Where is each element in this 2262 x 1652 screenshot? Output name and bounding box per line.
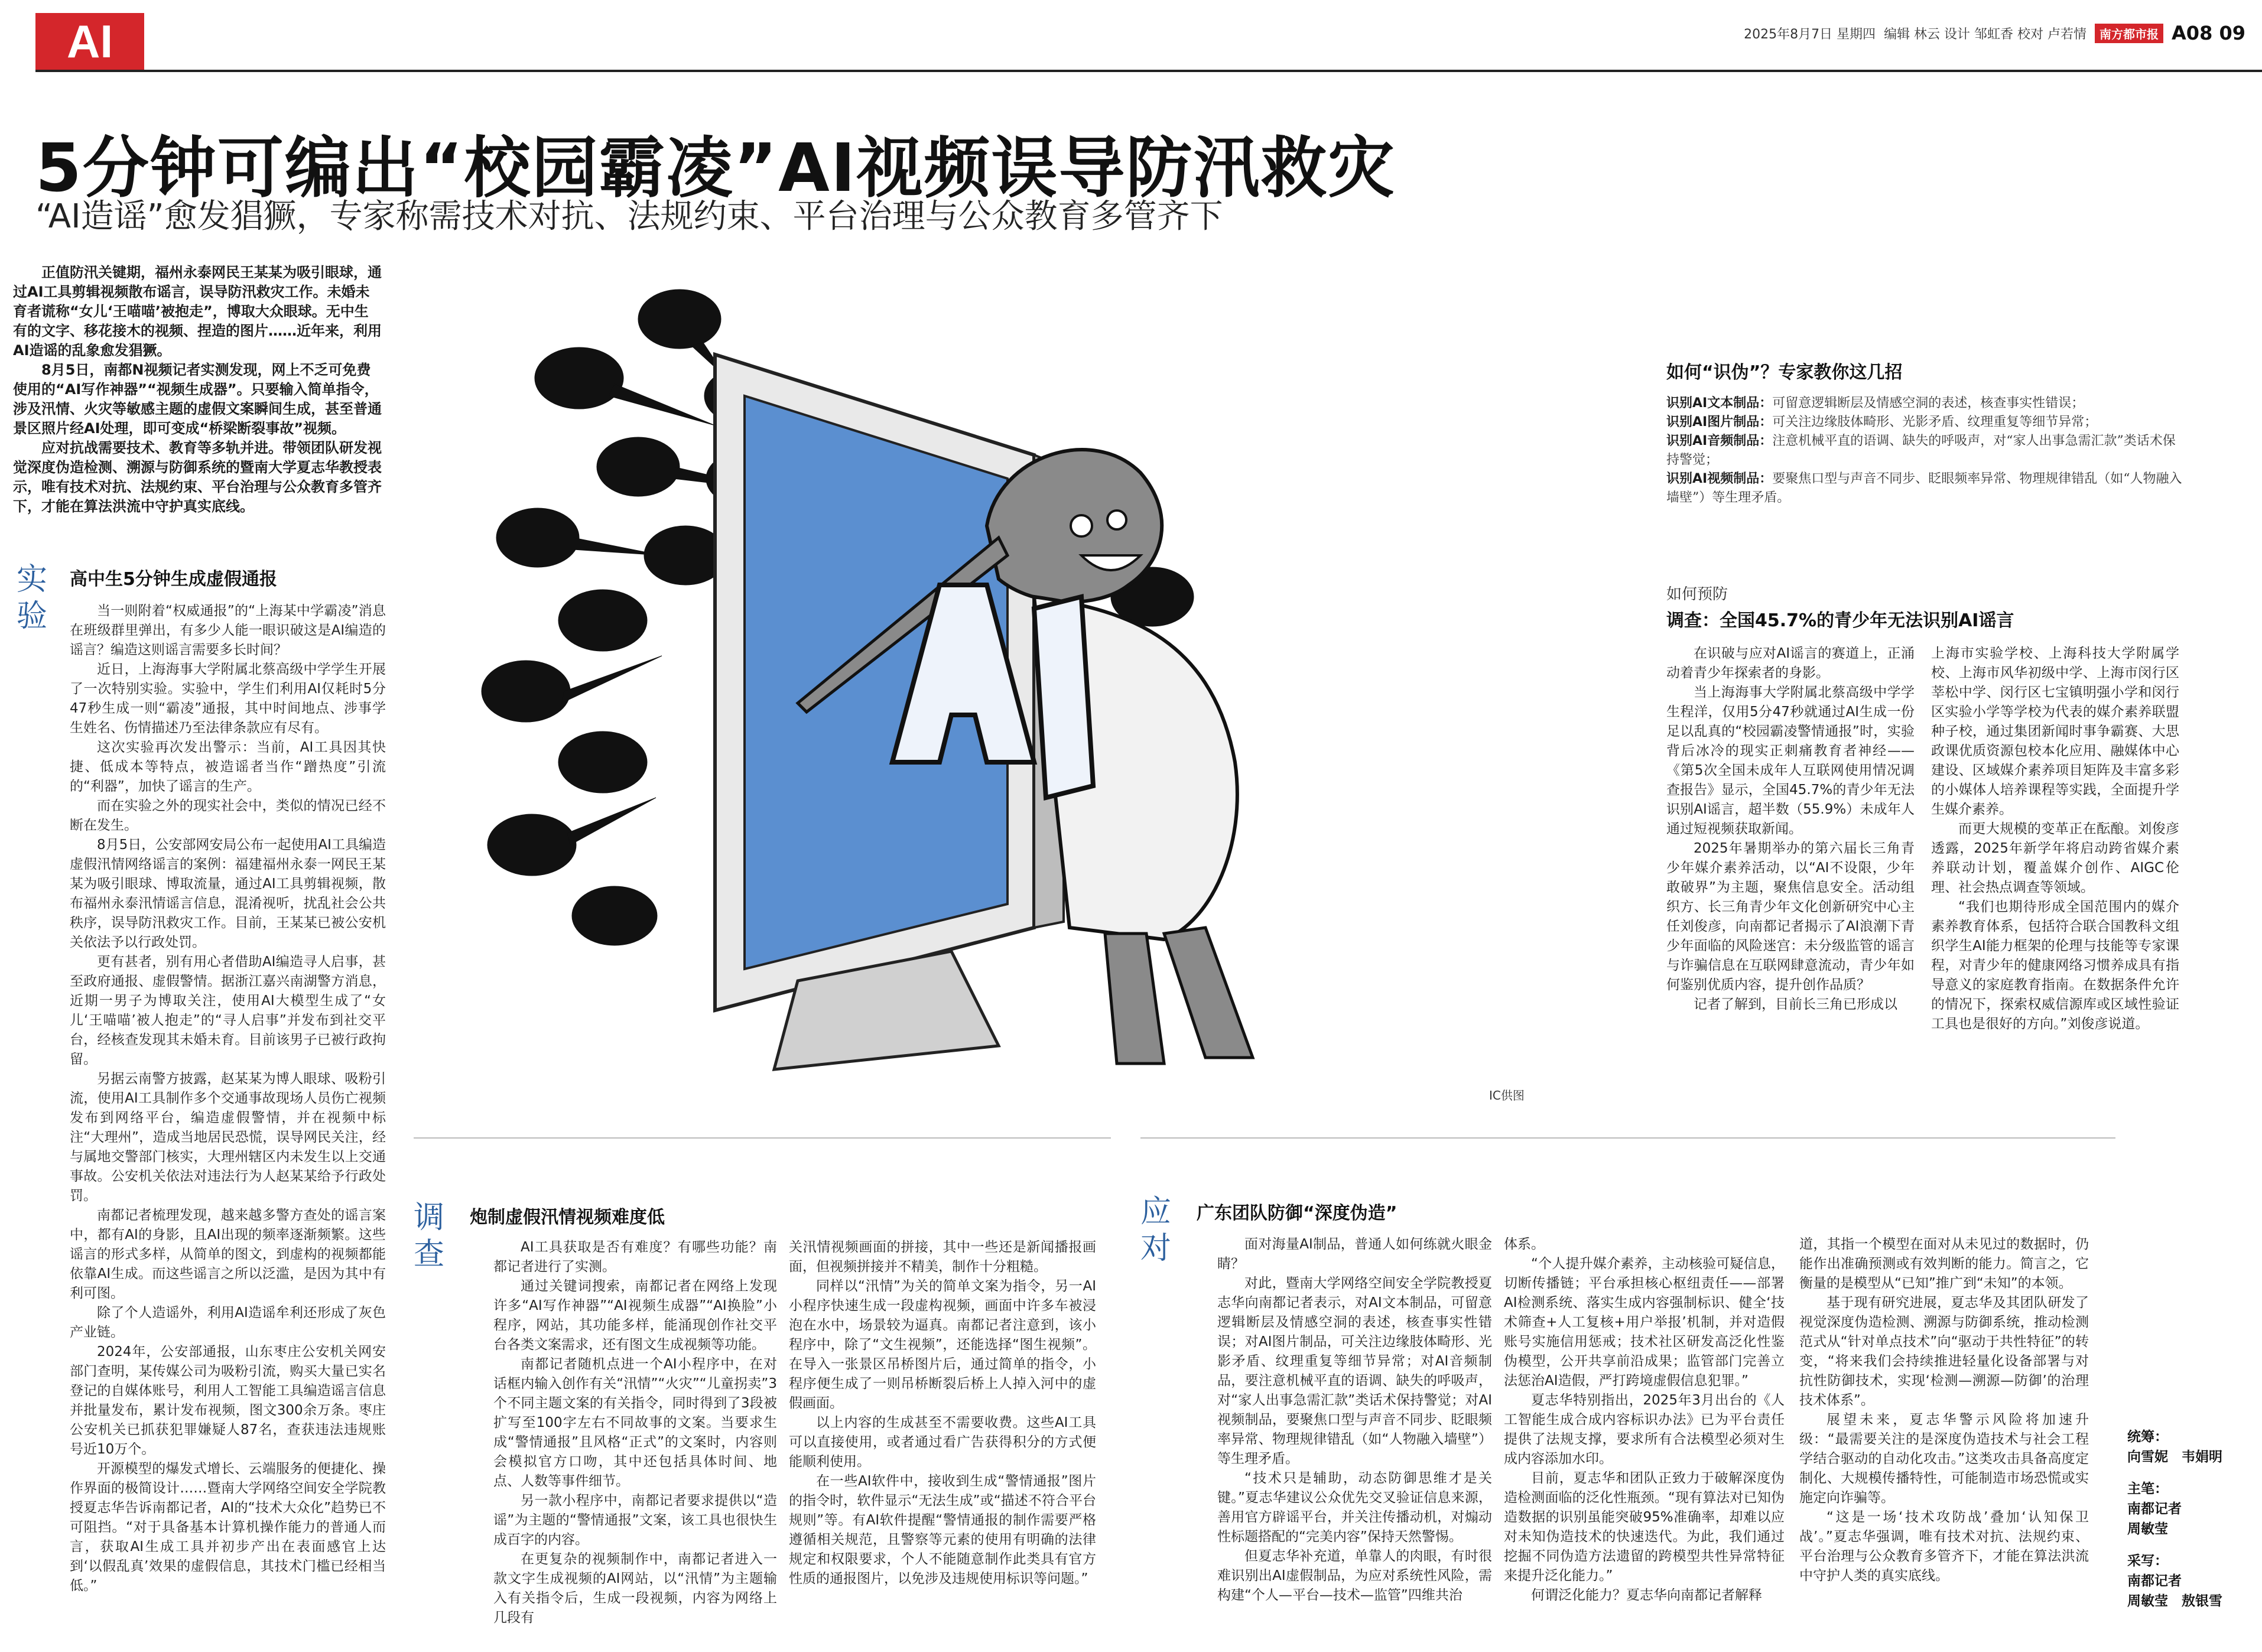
- section-title-investigate: 炮制虚假汛情视频难度低: [470, 1207, 665, 1228]
- investigate-col-2: [789, 1238, 1096, 1646]
- date-line: 2025年8月7日 星期四: [1744, 27, 1876, 42]
- paragraph: “个人提升媒介素养，主动核验可疑信息，切断传播链；平台承担核心枢纽责任——部署AI检测系统、落实生成内容强制标识、健全‘技术筛查+人工复核+用户举报’机制，并对造假账号实施信用惩戒；技术社区研发高泛化性鉴伪模型，公开共享前沿成果；监管部门完善立法惩治AI造假，严打跨境虚假信息犯罪。”: [1504, 1256, 1785, 1388]
- paragraph: 当一则附着“权威通报”的“上海某中学霸凌”消息在班级群里弹出，有多少人能一眼识破这是AI编造的谣言？编造这则谣言需要多长时间？: [70, 603, 386, 658]
- paragraph: 而更大规模的变革正在酝酿。刘俊彦透露，2025年新学年将启动跨省媒介素养联动计划，覆盖媒介创作、AIGC伦理、社会热点调查等领域。: [1931, 821, 2179, 895]
- illustration-svg: [467, 278, 1601, 1105]
- header-rule: [35, 70, 2262, 72]
- paragraph: 对此，暨南大学网络空间安全学院教授夏志华向南都记者表示，对AI文本制品，可留意逻辑断层及情感空洞的表述，核查事实性错误；对AI图片制品，可关注边缘肢体畸形、光影矛盾、纹理重复等细节异常；对AI音频制品，要注意机械平直的语调、缺失的呼吸声，对“家人出事急需汇款”类话术保持警觉；对AI视频制品，要聚焦口型与声音不同步、眨眼频率异常、物理规律错乱（如“人物融入墙壁”）等生理矛盾。: [1217, 1276, 1492, 1466]
- paragraph: 何谓泛化能力？夏志华向南都记者解释: [1531, 1588, 1762, 1603]
- section-mark-experiment: 实验: [17, 562, 48, 634]
- masthead-info: [1744, 15, 2245, 51]
- paragraph: 在更复杂的视频制作中，南都记者进入一款文字生成视频的AI网站，以“汛情”为主题输入有关指令后，生成一段视频，内容为网络上几段有: [493, 1552, 777, 1625]
- speech-bubble: [482, 656, 662, 722]
- lead-paragraph: 8月5日，南都N视频记者实测发现，网上不乏可免费使用的“AI写作神器”“视频生成器”。只要输入简单指令，涉及汛情、火灾等敏感主题的虚假文案瞬间生成，甚至普通景区照片经AI处理，即可变成“桥梁断裂事故”视频。: [13, 362, 382, 437]
- paragraph: 这次实验再次发出警示：当前，AI工具因其快捷、低成本等特点，被造谣者当作“蹭热度”引流的“利器”，加快了谣言的生产。: [70, 740, 386, 794]
- paragraph: AI工具获取是否有难度？有哪些功能？南都记者进行了实测。: [493, 1240, 777, 1274]
- paragraph: 目前，夏志华和团队正致力于破解深度伪造检测面临的泛化性瓶颈。“现有算法对已知伪造数据的识别虽能突破95%准确率，却难以应对未知伪造技术的快速迭代。为此，我们通过挖掘不同伪造方法遗留的跨模型共性异常特征来提升泛化能力。”: [1504, 1471, 1785, 1583]
- prevent-col-2: [1931, 644, 2179, 1081]
- response-col-3: [1799, 1235, 2089, 1648]
- howto-box: [1666, 357, 2186, 508]
- speech-bubble: [572, 886, 657, 945]
- speech-bubble: [558, 731, 647, 793]
- speech-bubble: [558, 590, 647, 651]
- paragraph: 南都记者梳理发现，越来越多警方查处的谣言案中，都有AI的身影，且AI出现的频率逐渐频繁。这些谣言的形式多样，从简单的图文，到虚构的视频都能依靠AI生成。而这些谣言之所以泛滥，是因为其中有利可图。: [70, 1208, 386, 1301]
- paragraph: 基于现有研究进展，夏志华及其团队研发了视觉深度伪造检测、溯源与防御系统，推动检测范式从“针对单点技术”向“驱动于共性特征”的转变，“将来我们会持续推进轻量化设备部署与对抗性防御技术，实现‘检测—溯源—防御’的治理技术体系”。: [1799, 1295, 2089, 1408]
- lead-paragraph: 正值防汛关键期，福州永泰网民王某某为吸引眼球，通过AI工具剪辑视频散布谣言，误导防汛救灾工作。未婚未育者谎称“女儿‘王喵喵’被抱走”，博取大众眼球。无中生有的文字、移花接木的视频、捏造的图片……近年来，利用AI造谣的乱象愈发猖獗。: [13, 264, 382, 359]
- howto-tip: 识别AI图片制品：可关注边缘肢体畸形、光影矛盾、纹理重复等细节异常；: [1666, 415, 2098, 430]
- subheadline: “AI造谣”愈发猖獗，专家称需技术对抗、法规约束、平台治理与公众教育多管齐下: [35, 197, 1223, 236]
- paragraph: 在识破与应对AI谣言的赛道上，正涌动着青少年探索者的身影。: [1666, 646, 1915, 681]
- howto-tip: 识别AI音频制品：注意机械平直的语调、缺失的呼吸声，对“家人出事急需汇款”类话术保持警觉；: [1666, 434, 2176, 467]
- howto-tip: 识别AI视频制品：要聚焦口型与声音不同步、眨眼频率异常、物理规律错乱（如“人物融入墙壁”）等生理矛盾。: [1666, 471, 2182, 505]
- paragraph: 近日，上海海事大学附属北蔡高级中学学生开展了一次特别实验。实验中，学生们利用AI仅耗时5分47秒生成一则“霸凌”通报，其中时间地点、涉事学生姓名、伤情描述乃至法律条款应有尽有。: [70, 662, 386, 736]
- paragraph: 道，其指一个模型在面对从未见过的数据时，仍能作出准确预测或有效判断的能力。简言之，它衡量的是模型从“已知”推广到“未知”的本领。: [1799, 1237, 2089, 1291]
- paper-logo: 南方都市报: [2095, 24, 2163, 43]
- credit-name: 周敏莹: [2127, 1521, 2168, 1537]
- speech-bubble: [496, 508, 662, 567]
- credit-label: 主笔：: [2127, 1481, 2168, 1497]
- section-title-experiment: 高中生5分钟生成虚假通报: [70, 569, 277, 590]
- howto-title: 如何“识伪”？专家教你这几招: [1666, 362, 1903, 383]
- paragraph: 夏志华特别指出，2025年3月出台的《人工智能生成合成内容标识办法》已为平台责任提供了法规支撑，要求所有合法模型必须对生成内容添加水印。: [1504, 1393, 1785, 1466]
- section-mark-response: 应对: [1140, 1194, 1172, 1266]
- paragraph: 2025年暑期举办的第六届长三角青少年媒介素养活动，以“AI不设限，少年敢破界”为主题，聚焦信息安全。活动组织方、长三角青少年文化创新研究中心主任刘俊彦，向南都记者揭示了AI浪潮下青少年面临的风险迷宫：未分级监管的谣言与诈骗信息在互联网肆意流动，青少年如何鉴别优质内容，提升创作品质？: [1666, 841, 1915, 993]
- section-title-prevent: 调查：全国45.7%的青少年无法识别AI谣言: [1666, 610, 2014, 631]
- paragraph: 通过关键词搜索，南都记者在网络上发现许多“AI写作神器”“AI视频生成器”“AI换脸”小程序，网站，其功能多样，能涌现创作社交平台各类文案需求，还有图文生成视频等功能。: [493, 1279, 777, 1352]
- experiment-body: [70, 601, 386, 1641]
- paragraph: 同样以“汛情”为关的简单文案为指令，另一AI小程序快速生成一段虚构视频，画面中许多车被浸泡在水中，场景较为逼真。南都记者注意到，该小程序中，除了“文生视频”，还能选择“图生视频”。在导入一张景区吊桥图片后，通过简单的指令，小程序便生成了一则吊桥断裂后桥上人掉入河中的虚假画面。: [789, 1279, 1096, 1411]
- credit-name: 南都记者: [2127, 1573, 2182, 1589]
- credit-name: 周敏莹 敖银雪: [2127, 1594, 2222, 1609]
- section-rule: [1140, 1137, 2115, 1139]
- editor-line: 编辑 林云 设计 邹虹香 校对 卢若情: [1884, 27, 2087, 42]
- section-title-response: 广东团队防御“深度伪造”: [1197, 1203, 1398, 1224]
- paragraph: 而在实验之外的现实社会中，类似的情况已经不断在发生。: [70, 798, 386, 833]
- response-col-2: [1504, 1235, 1785, 1648]
- speech-bubble: [488, 798, 656, 876]
- paragraph: 2024年，公安部通报，山东枣庄公安机关网安部门查明，某传媒公司为吸粉引流，购买大量已实名登记的自媒体账号，利用人工智能工具编造谣言信息并批量发布，累计发布视频，图文300余万条。枣庄公安机关已抓获犯罪嫌疑人87名，查获违法违规账号近10万个。: [70, 1344, 386, 1457]
- paragraph: 当上海海事大学附属北蔡高级中学学生程洋，仅用5分47秒就通过AI生成一份足以乱真的“校园霸凌警情通报”时，实验背后冰冷的现实正刺痛教育者神经——《第5次全国未成年人互联网使用情况调查报告》显示，全国45.7%的青少年无法识别AI谣言，超半数（55.9%）未成年人通过短视频获取新闻。: [1666, 685, 1915, 837]
- paragraph: 另一款小程序中，南都记者要求提供以“造谣”为主题的“警情通报”文案，该工具也很快生成百字的内容。: [493, 1493, 777, 1547]
- credit-name: 向雪妮 韦娟明: [2127, 1449, 2222, 1465]
- prevent-kicker: 如何预防: [1666, 586, 1728, 603]
- paragraph: “我们也期待形成全国范围内的媒介素养教育体系，包括符合联合国教科文组织学生AI能力框架的伦理与技能等专家课程，对青少年的健康网络习惯养成具有指导意义的家庭教育指南。在数据条件允许的情况下，探索权威信源库或区域性验证工具也是很好的方向。”刘俊彦说道。: [1931, 899, 2179, 1032]
- paragraph: 体系。: [1504, 1237, 1545, 1252]
- paragraph: 关汛情视频画面的拼接，其中一些还是新闻播报画面，但视频拼接并不精美，制作十分粗糙。: [789, 1240, 1096, 1274]
- lead-paragraph: 应对抗战需要技术、教育等多轨并进。带领团队研发视觉深度伪造检测、溯源与防御系统的暨南大学夏志华教授表示，唯有技术对抗、法规约束、平台治理与公众教育多管齐下，才能在算法洪流中守护真实底线。: [13, 440, 382, 515]
- credits-block: [2127, 1427, 2251, 1611]
- section-tag: AI: [35, 13, 144, 70]
- section-mark-investigate: 调查: [414, 1200, 445, 1272]
- investigate-col-1: [493, 1238, 777, 1646]
- paragraph: 开源模型的爆发式增长、云端服务的便捷化、操作界面的极简设计……暨南大学网络空间安全学院教授夏志华告诉南都记者，AI的“技术大众化”趋势已不可阻挡。“对于具备基本计算机操作能力的普通人而言，获取AI生成工具并初步产出在表面感官上达到‘以假乱真’效果的虚假信息，其技术门槛已经相当低。”: [70, 1461, 386, 1594]
- paragraph: 8月5日，公安部网安局公布一起使用AI工具编造虚假汛情网络谣言的案例：福建福州永泰一网民王某某为吸引眼球、博取流量，通过AI工具剪辑视频，散布福州永泰汛情谣言信息，混淆视听，扰乱社会公共秩序，误导防汛救灾工作。目前，王某某已被公安机关依法予以行政处罚。: [70, 837, 386, 950]
- paragraph: 更有甚者，别有用心者借助AI编造寻人启事，甚至政府通报、虚假警情。据浙江嘉兴南湖警方消息，近期一男子为博取关注，使用AI大模型生成了“女儿‘王喵喵’被人抱走”的“寻人启事”并发布到社交平台，经核查发现其未婚未育。目前该男子已被行政拘留。: [70, 954, 386, 1067]
- paragraph: “技术只是辅助，动态防御思维才是关键。”夏志华建议公众优先交叉验证信息来源，善用官方辟谣平台，并关注传播动机，对煽动性标题搭配的“完美内容”保持天然警惕。: [1217, 1471, 1492, 1544]
- paragraph: “这是一场‘技术攻防战’叠加‘认知保卫战’。”夏志华强调，唯有技术对抗、法规约束、平台治理与公众教育多管齐下，才能在算法洪流中守护人类的真实底线。: [1799, 1510, 2089, 1583]
- credit-label: 采写：: [2127, 1553, 2168, 1569]
- cartoon-illustration: [467, 278, 1601, 1105]
- credit-label: 统筹：: [2127, 1429, 2168, 1445]
- paragraph: 但夏志华补充道，单靠人的肉眼，有时很难识别出AI虚假制品，为应对系统性风险，需构建“个人—平台—技术—监管”四维共治: [1217, 1549, 1492, 1603]
- headline: 5分钟可编出“校园霸凌”AI视频误导防汛救灾: [35, 130, 1396, 207]
- section-rule: [414, 1137, 1111, 1139]
- paragraph: 记者了解到，目前长三角已形成以: [1694, 997, 1897, 1012]
- paragraph: 上海市实验学校、上海科技大学附属学校、上海市风华初级中学、上海市闵行区莘松中学、闵行区七宝镇明强小学和闵行区实验小学等学校为代表的媒介素养联盟种子校，通过集团新闻时事争霸赛、大思政课优质资源包校本化应用、融媒体中心建设、区域媒介素养项目矩阵及丰富多彩的小媒体人培养课程等实践，全面提升学生媒介素养。: [1931, 646, 2179, 817]
- speech-bubble: [535, 347, 715, 425]
- paragraph: 南都记者随机点进一个AI小程序中，在对话框内输入创作有关“汛情”“火灾”“儿童拐卖”3个不同主题文案的有关指令，同时得到了3段被扩写至100字左右不同故事的文案。当要求生成“警情通报”且风格“正式”的文案时，内容则会模拟官方口吻，其中还包括具体时间、地点、人数等事件细节。: [493, 1357, 777, 1489]
- howto-tip: 识别AI文本制品：可留意逻辑断层及情感空洞的表述，核查事实性错误；: [1666, 396, 2085, 411]
- paragraph: 另据云南警方披露，赵某某为博人眼球、吸粉引流，使用AI工具制作多个交通事故现场人员伤亡视频发布到网络平台，编造虚假警情，并在视频中标注“大理州”，造成当地居民恐慌，误导网民关注，经与属地交警部门核实，大理州辖区内未发生以上交通事故。公安机关依法对违法行为人赵某某给予行政处罚。: [70, 1071, 386, 1204]
- response-col-1: [1217, 1235, 1492, 1648]
- credit-name: 南都记者: [2127, 1501, 2182, 1517]
- paragraph: 以上内容的生成甚至不需要收费。这些AI工具可以直接使用，或者通过看广告获得积分的方式便能顺利使用。: [789, 1415, 1096, 1469]
- paragraph: 展望未来，夏志华警示风险将加速升级：“最需要关注的是深度伪造技术与社会工程学结合驱动的自动化攻击。”这类攻击具备高度定制化、大规模传播特性，可能制造市场恐慌或实施定向诈骗等。: [1799, 1412, 2089, 1505]
- paragraph: 除了个人造谣外，利用AI造谣牟利还形成了灰色产业链。: [70, 1305, 386, 1340]
- lead-block: [13, 263, 382, 516]
- paragraph: 面对海量AI制品，普通人如何练就火眼金睛？: [1217, 1237, 1492, 1271]
- paragraph: 在一些AI软件中，接收到生成“警情通报”图片的指令时，软件显示“无法生成”或“描述不符合平台规则”等。有AI软件提醒“警情通报的制作需要严格遵循相关规范，且警察等元素的使用有明确的法律规定和权限要求，个人不能随意制作此类具有官方性质的通报图片，以免涉及违规使用标识等问题。”: [789, 1474, 1096, 1586]
- illustration-credit: IC供图: [1489, 1088, 1525, 1103]
- prevent-col-1: [1666, 644, 1915, 1081]
- page-number: A08 09: [2172, 22, 2245, 44]
